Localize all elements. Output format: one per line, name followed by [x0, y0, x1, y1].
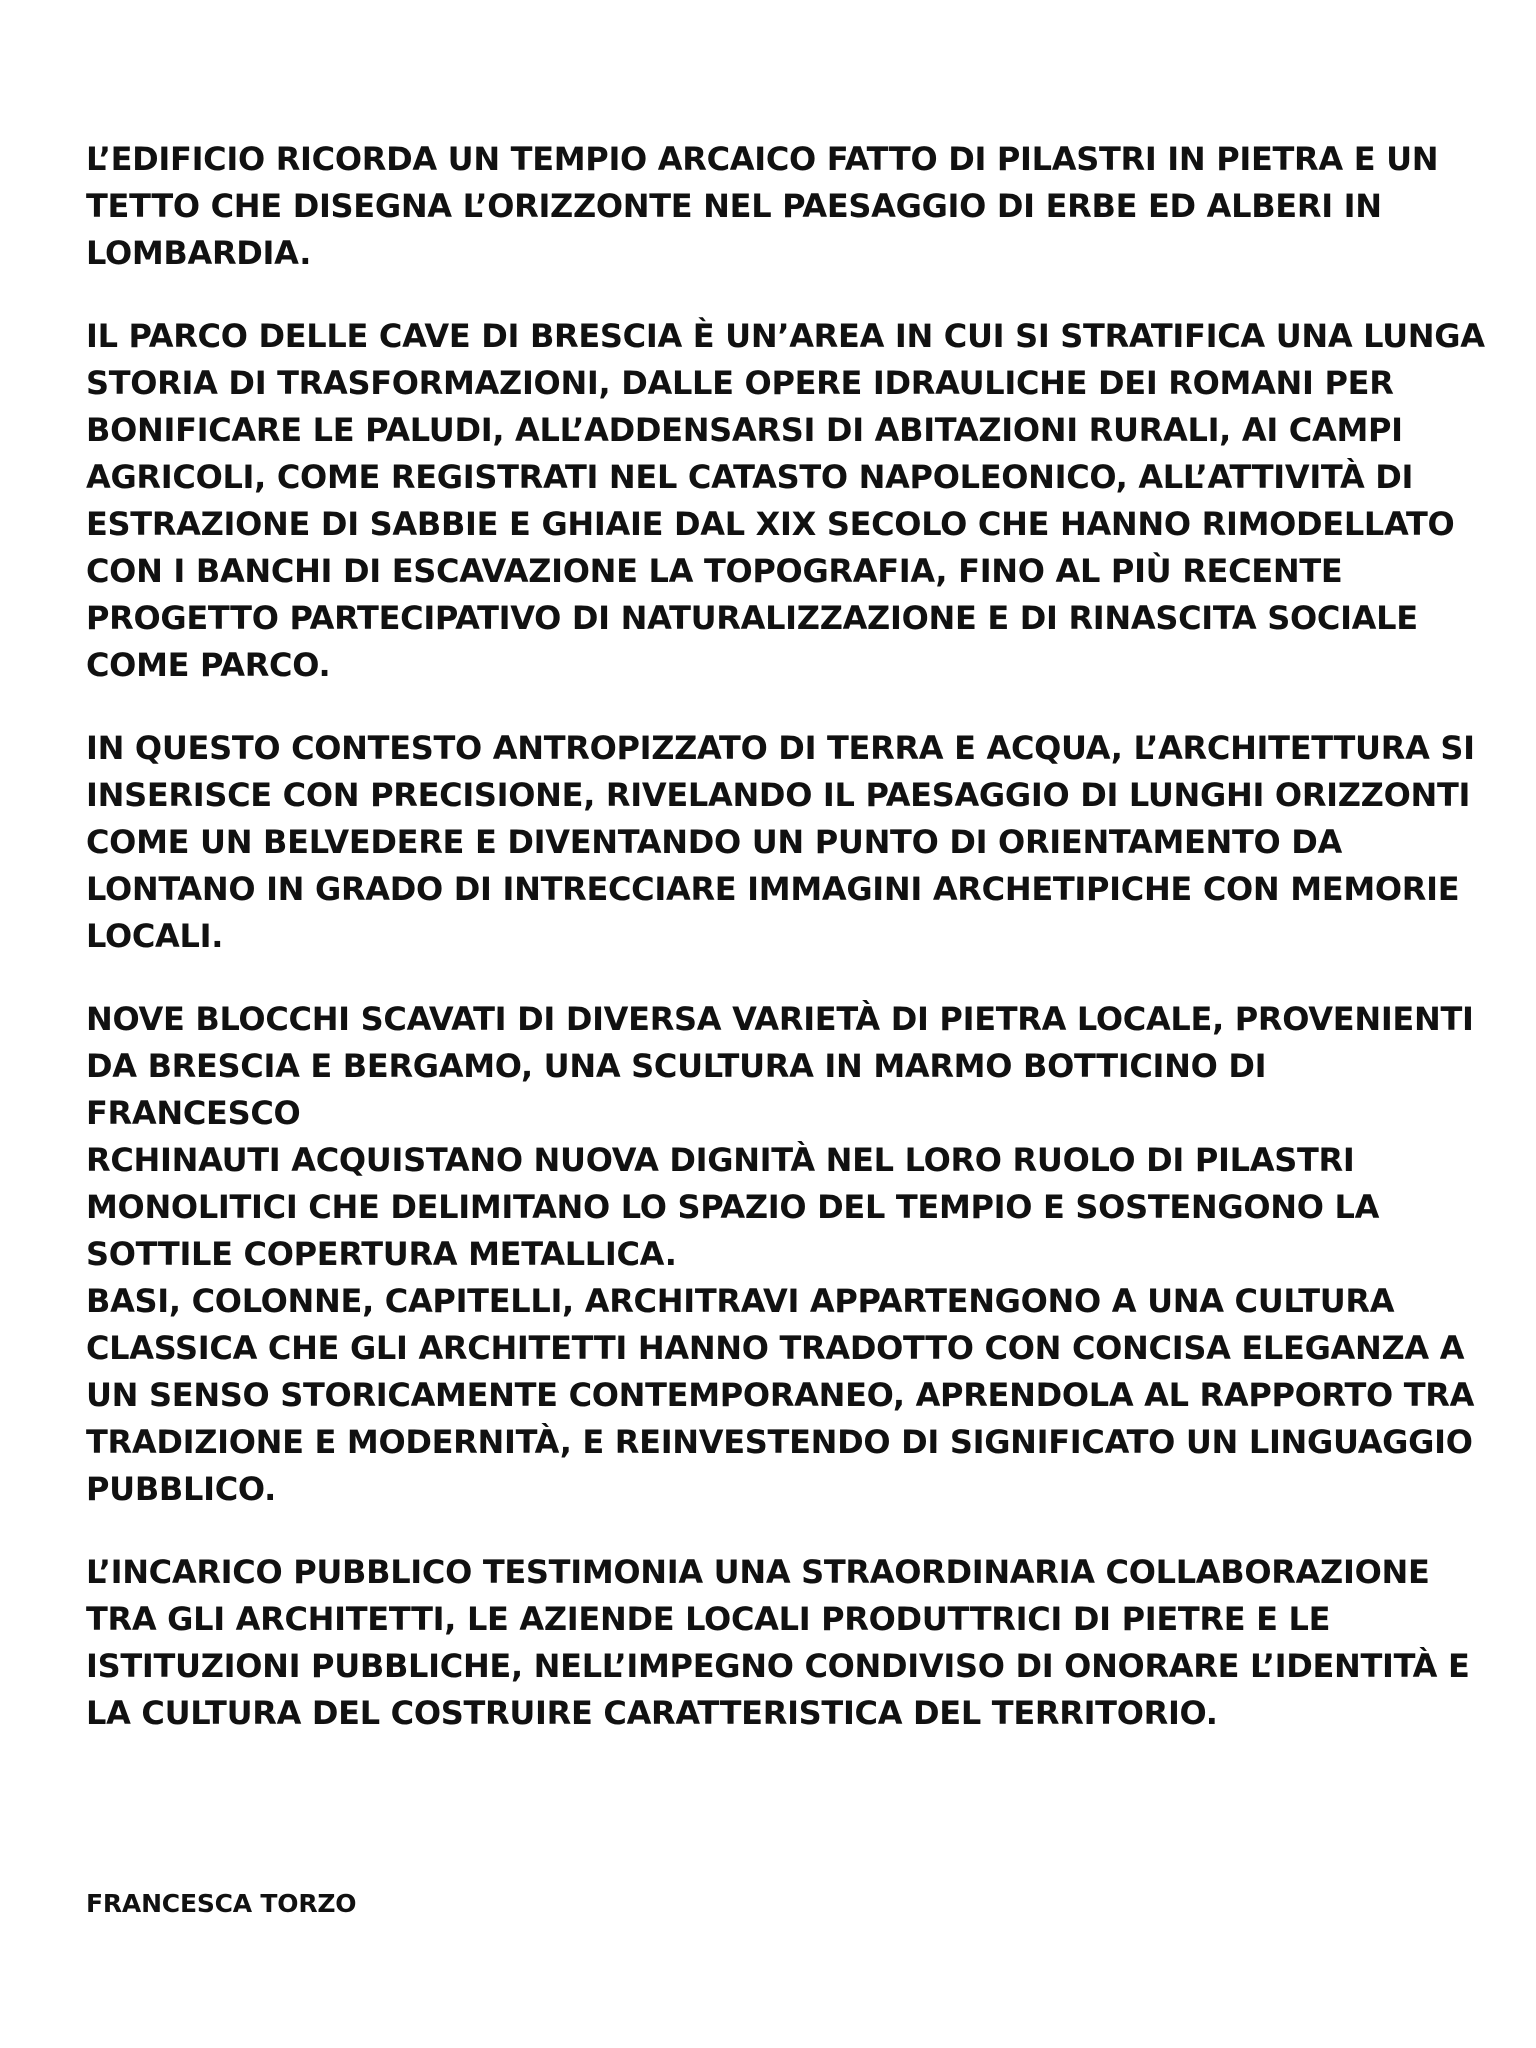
document-body [86, 136, 1486, 1737]
paragraph-2: IL PARCO DELLE CAVE DI BRESCIA È UN’AREA IN CUI SI STRATIFICA UNA LUNGA STORIA DI TRASFORMAZIONI, DALLE OPERE IDRAULICHE DEI ROMANI PER BONIFICARE LE PALUDI, ALL’ADDENSARSI DI ABITAZIONI RURALI, AI CAMPI AGRICOLI, COME REGISTRATI NEL CATASTO NAPOLEONICO, ALL’ATTIVITÀ DI ESTRAZIONE DI SABBIE E GHIAIE DAL XIX SECOLO CHE HANNO RIMODELLATO CON I BANCHI DI ESCAVAZIONE LA TOPOGRAFIA, FINO AL PIÙ RECENTE PROGETTO PARTECIPATIVO DI NATURALIZZAZIONE E DI RINASCITA SOCIALE COME PARCO. [86, 317, 1485, 684]
paragraph-4: NOVE BLOCCHI SCAVATI DI DIVERSA VARIETÀ DI PIETRA LOCALE, PROVENIENTI DA BRESCIA E BERGAMO, UNA SCULTURA IN MARMO BOTTICINO DI FRANCESCO RCHINAUTI ACQUISTANO NUOVA DIGNITÀ NEL LORO RUOLO DI PILASTRI MONOLITICI CHE DELIMITANO LO SPAZIO DEL TEMPIO E SOSTENGONO LA SOTTILE COPERTURA METALLICA. [86, 1000, 1474, 1273]
paragraph-1: L’EDIFICIO RICORDA UN TEMPIO ARCAICO FATTO DI PILASTRI IN PIETRA E UN TETTO CHE DISEGNA L’ORIZZONTE NEL PAESAGGIO DI ERBE ED ALBERI IN LOMBARDIA. [86, 140, 1439, 272]
paragraph-3: IN QUESTO CONTESTO ANTROPIZZATO DI TERRA E ACQUA, L’ARCHITETTURA SI INSERISCE CON PRECISIONE, RIVELANDO IL PAESAGGIO DI LUNGHI ORIZZONTI COME UN BELVEDERE E DIVENTANDO UN PUNTO DI ORIENTAMENTO DA LONTANO IN GRADO DI INTRECCIARE IMMAGINI ARCHETIPICHE CON MEMORIE LOCALI. [86, 729, 1475, 955]
paragraph-6: L’INCARICO PUBBLICO TESTIMONIA UNA STRAORDINARIA COLLABORAZIONE TRA GLI ARCHITETTI, LE AZIENDE LOCALI PRODUTTRICI DI PIETRE E LE ISTITUZIONI PUBBLICHE, NELL’IMPEGNO CONDIVISO DI ONORARE L’IDENTITÀ E LA CULTURA DEL COSTRUIRE CARATTERISTICA DEL TERRITORIO. [86, 1553, 1470, 1732]
author-signature: FRANCESCA TORZO [86, 1889, 357, 1918]
paragraph-5: BASI, COLONNE, CAPITELLI, ARCHITRAVI APPARTENGONO A UNA CULTURA CLASSICA CHE GLI ARCHITETTI HANNO TRADOTTO CON CONCISA ELEGANZA A UN SENSO STORICAMENTE CONTEMPORANEO, APRENDOLA AL RAPPORTO TRA TRADIZIONE E MODERNITÀ, E REINVESTENDO DI SIGNIFICATO UN LINGUAGGIO PUBBLICO. [86, 1282, 1475, 1508]
